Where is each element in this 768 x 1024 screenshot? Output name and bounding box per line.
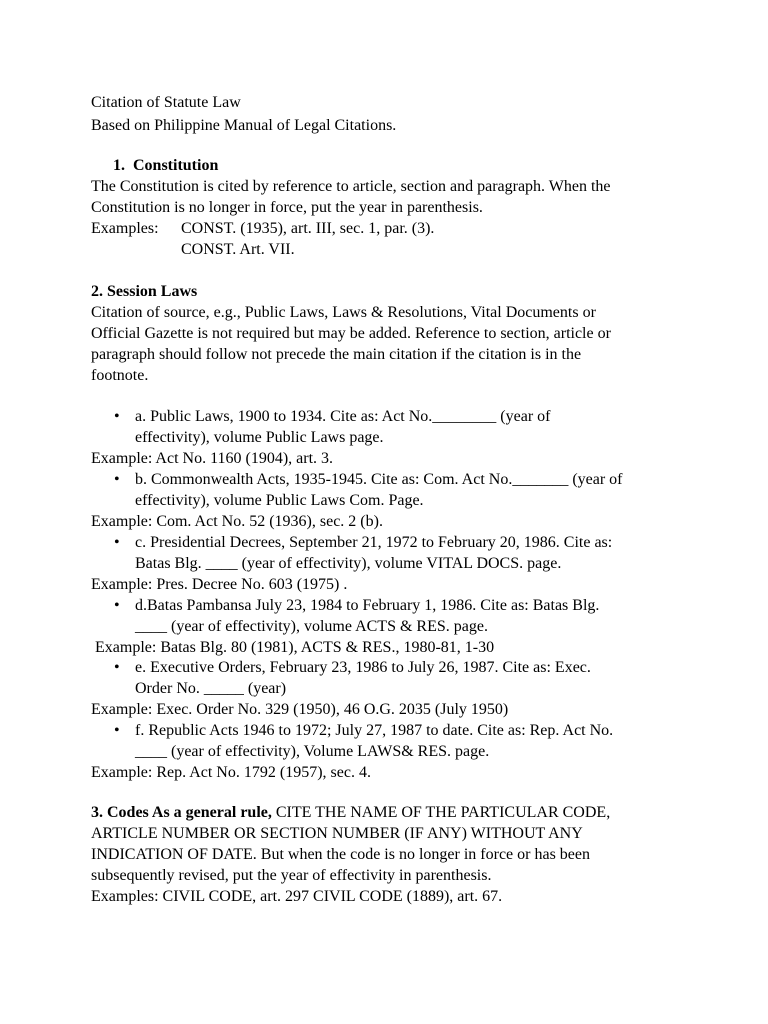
bullet-icon: •: [114, 471, 120, 488]
section-heading-constitution: 1. Constitution: [113, 157, 219, 174]
constitution-example: CONST. (1935), art. III, sec. 1, par. (3).: [181, 220, 435, 237]
section-heading-codes: 3. Codes As a general rule,: [91, 804, 272, 821]
bullet-icon: •: [114, 408, 120, 425]
session-laws-text-line: paragraph should follow not precede the main citation if the citation is in the: [91, 346, 582, 363]
codes-text-line: ARTICLE NUMBER OR SECTION NUMBER (IF ANY) WITHOUT ANY: [91, 825, 583, 842]
document-title: Citation of Statute Law: [91, 94, 241, 111]
session-laws-text-line: footnote.: [91, 367, 149, 384]
list-item-line: f. Republic Acts 1946 to 1972; July 27, 1987 to date. Cite as: Rep. Act No.: [135, 722, 614, 739]
codes-text-line: subsequently revised, put the year of effectivity in parenthesis.: [91, 867, 492, 884]
bullet-icon: •: [114, 659, 120, 676]
constitution-text-line: Constitution is no longer in force, put the year in parenthesis.: [91, 199, 483, 216]
list-item-line: ____ (year of effectivity), volume ACTS & RES. page.: [135, 618, 488, 635]
list-item-example: Example: Pres. Decree No. 603 (1975) .: [91, 576, 348, 593]
document-subtitle: Based on Philippine Manual of Legal Citations.: [91, 117, 397, 134]
bullet-icon: •: [114, 534, 120, 551]
list-item-line: ____ (year of effectivity), Volume LAWS& RES. page.: [135, 743, 490, 760]
session-laws-text-line: Official Gazette is not required but may be added. Reference to section, article or: [91, 325, 611, 342]
list-item-line: Order No. _____ (year): [135, 680, 287, 697]
codes-examples-line: Examples: CIVIL CODE, art. 297 CIVIL CODE (1889), art. 67.: [91, 888, 503, 905]
list-item-line: a. Public Laws, 1900 to 1934. Cite as: Act No.________ (year of: [135, 408, 551, 425]
list-item-line: effectivity), volume Public Laws page.: [135, 429, 384, 446]
bullet-icon: •: [114, 722, 120, 739]
codes-heading-rest: CITE THE NAME OF THE PARTICULAR CODE,: [271, 804, 611, 821]
session-laws-text-line: Citation of source, e.g., Public Laws, Laws & Resolutions, Vital Documents or: [91, 304, 596, 321]
list-item-example: Example: Batas Blg. 80 (1981), ACTS & RES., 1980-81, 1-30: [95, 639, 495, 656]
list-item-example: Example: Rep. Act No. 1792 (1957), sec. 4.: [91, 764, 371, 781]
constitution-text-line: The Constitution is cited by reference to article, section and paragraph. When the: [91, 178, 611, 195]
list-item-example: Example: Act No. 1160 (1904), art. 3.: [91, 450, 334, 467]
list-item-line: e. Executive Orders, February 23, 1986 to July 26, 1987. Cite as: Exec.: [135, 659, 591, 676]
constitution-example: CONST. Art. VII.: [181, 241, 295, 258]
list-item-line: d.Batas Pambansa July 23, 1984 to February 1, 1986. Cite as: Batas Blg.: [135, 597, 600, 614]
list-item-line: Batas Blg. ____ (year of effectivity), volume VITAL DOCS. page.: [135, 555, 562, 572]
section-heading-session-laws: 2. Session Laws: [91, 283, 198, 300]
codes-heading-line: [91, 802, 610, 823]
bullet-icon: •: [114, 597, 120, 614]
constitution-examples-label: Examples:: [91, 220, 159, 237]
list-item-line: effectivity), volume Public Laws Com. Page.: [135, 492, 424, 509]
list-item-line: b. Commonwealth Acts, 1935-1945. Cite as: Com. Act No._______ (year of: [135, 471, 623, 488]
list-item-example: Example: Com. Act No. 52 (1936), sec. 2 (b).: [91, 513, 383, 530]
list-item-example: Example: Exec. Order No. 329 (1950), 46 O.G. 2035 (July 1950): [91, 701, 509, 718]
list-item-line: c. Presidential Decrees, September 21, 1972 to February 20, 1986. Cite as:: [135, 534, 613, 551]
codes-text-line: INDICATION OF DATE. But when the code is no longer in force or has been: [91, 846, 590, 863]
